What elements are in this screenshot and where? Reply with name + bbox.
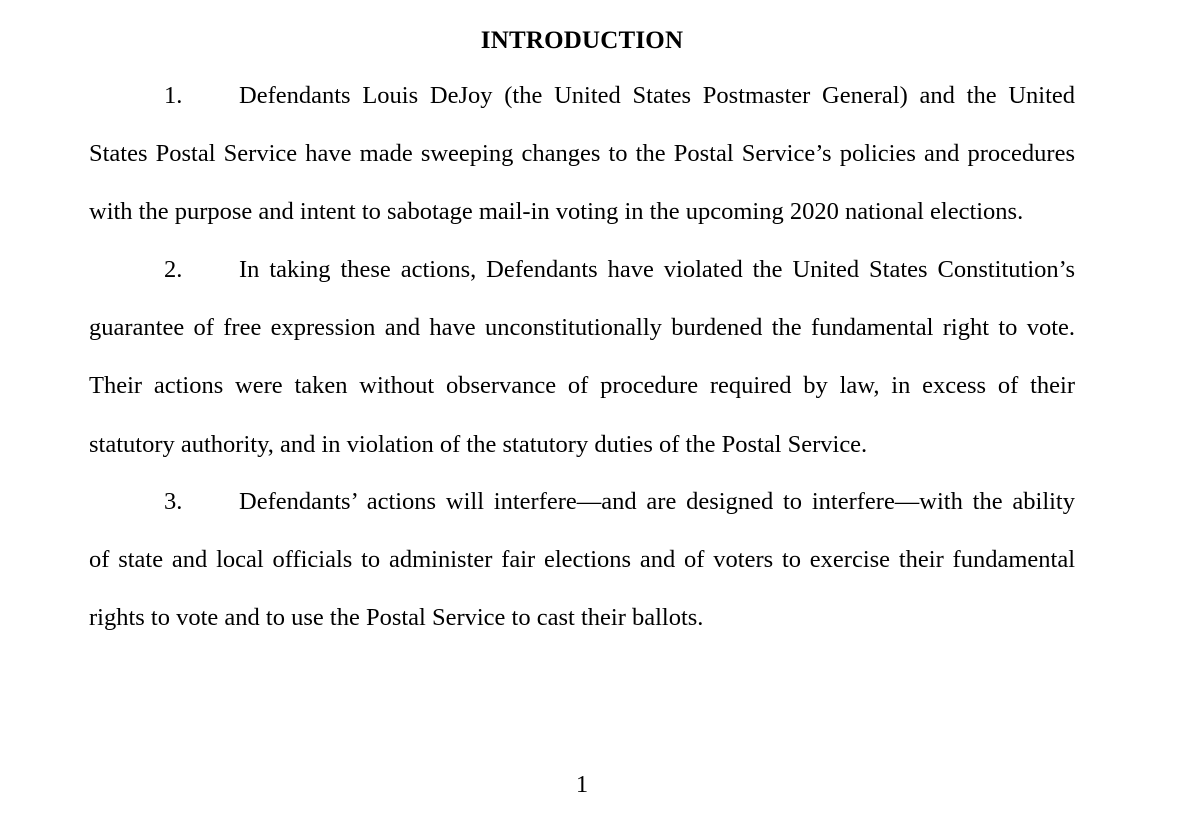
paragraph-2 bbox=[89, 241, 1075, 474]
section-heading: INTRODUCTION bbox=[480, 27, 684, 54]
paragraph-3-line-3: rights to vote and to use the Postal Service to cast their ballots. bbox=[89, 604, 704, 632]
paragraph-1-line-2: States Postal Service have made sweeping changes to the Postal Service’s policies and procedures bbox=[89, 140, 1075, 168]
paragraph-3-line-1-text: Defendants’ actions will interfere—and are designed to interfere—with the ability bbox=[239, 488, 1075, 515]
paragraph-2-line-3: Their actions were taken without observance of procedure required by law, in excess of their bbox=[89, 372, 1075, 400]
page-number: 1 bbox=[575, 771, 589, 798]
paragraph-1-number: 1. bbox=[164, 82, 183, 109]
paragraph-2-number: 2. bbox=[164, 256, 183, 283]
paragraph-3-number: 3. bbox=[164, 488, 183, 515]
paragraph-2-line-2: guarantee of free expression and have unconstitutionally burdened the fundamental right to vote. bbox=[89, 314, 1075, 342]
paragraph-1-line-1 bbox=[89, 67, 1075, 125]
paragraph-2-line-4: statutory authority, and in violation of the statutory duties of the Postal Service. bbox=[89, 430, 868, 458]
paragraph-3-line-1 bbox=[89, 473, 1075, 531]
paragraph-1-line-1-text: Defendants Louis DeJoy (the United States Postmaster General) and the United bbox=[239, 82, 1075, 109]
paragraph-1-line-3: with the purpose and intent to sabotage mail-in voting in the upcoming 2020 national elections. bbox=[89, 198, 1024, 226]
paragraph-3 bbox=[89, 473, 1075, 648]
paragraph-2-line-1 bbox=[89, 241, 1075, 299]
paragraph-1 bbox=[89, 67, 1075, 242]
paragraph-2-line-1-text: In taking these actions, Defendants have violated the United States Constitution’s bbox=[239, 256, 1075, 283]
paragraph-3-line-2: of state and local officials to administer fair elections and of voters to exercise their fundamental bbox=[89, 546, 1075, 574]
